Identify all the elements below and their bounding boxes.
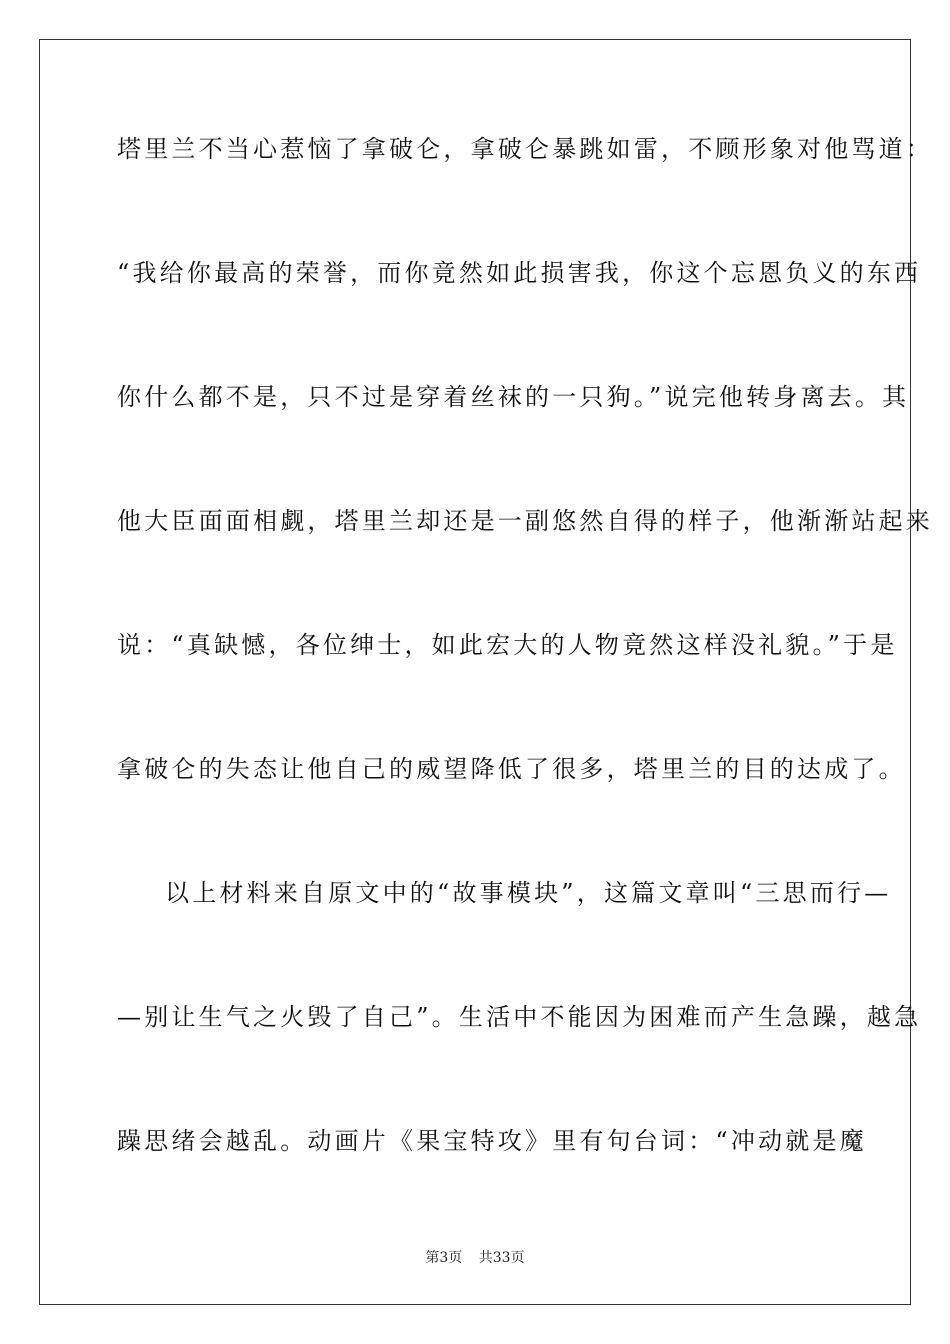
page-footer: [0, 1247, 950, 1267]
text-line: 你什么都不是，只不过是穿着丝袜的一只狗。”说完他转身离去。其: [117, 383, 910, 411]
text-line: 躁思绪会越乱。动画片《果宝特攻》里有句台词：“冲动就是魔: [117, 1127, 867, 1155]
document-body: [117, 120, 933, 1236]
text-line: 拿破仑的失态让他自己的威望降低了很多，塔里兰的目的达成了。: [117, 755, 906, 783]
text-line: 说：“真缺憾，各位绅士，如此宏大的人物竟然这样没礼貌。”于是: [117, 631, 898, 659]
text-line: 塔里兰不当心惹恼了拿破仑，拿破仑暴跳如雷，不顾形象对他骂道：: [117, 135, 933, 163]
text-line: 他大臣面面相觑，塔里兰却还是一副悠然自得的样子，他渐渐站起来: [117, 507, 933, 535]
page-total: 共33页: [478, 1250, 525, 1266]
text-line-paragraph-start: 以上材料来自原文中的“故事模块”，这篇文章叫“三思而行—: [165, 879, 892, 907]
text-line: “我给你最高的荣誉，而你竟然如此损害我，你这个忘恩负义的东西: [117, 259, 922, 287]
page-number: 第3页: [425, 1250, 463, 1266]
text-line: —别让生气之火毁了自己”。生活中不能因为困难而产生急躁，越急: [117, 1003, 922, 1031]
